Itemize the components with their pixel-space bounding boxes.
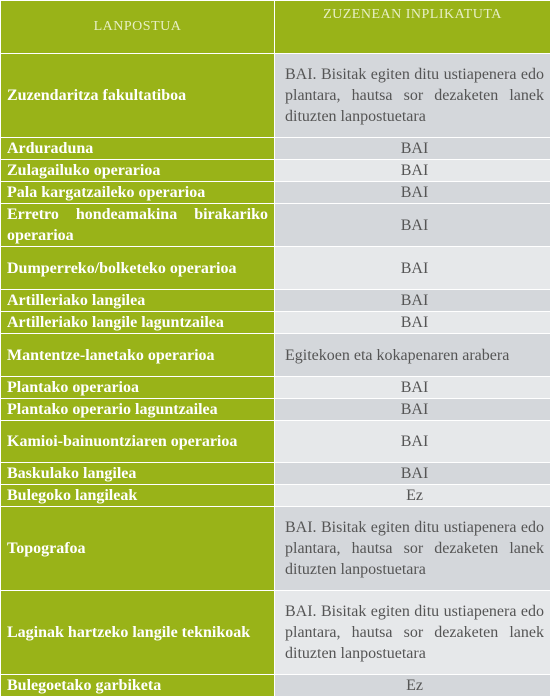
involvement-value: BAI xyxy=(275,182,550,204)
involvement-value: Ez xyxy=(275,675,550,697)
job-title: Laginak hartzeko langile teknikoak xyxy=(1,591,275,675)
job-title: Bulegoko langileak xyxy=(1,485,275,507)
job-title: Pala kargatzaileko operarioa xyxy=(1,182,275,204)
table-row xyxy=(1,138,550,160)
job-title: Plantako operarioa xyxy=(1,377,275,399)
job-title: Artilleriako langilea xyxy=(1,290,275,312)
table-row xyxy=(1,290,550,312)
job-title: Arduraduna xyxy=(1,138,275,160)
involvement-value: BAI xyxy=(275,290,550,312)
involvement-value: BAI xyxy=(275,138,550,160)
involvement-value: BAI xyxy=(275,247,550,290)
table-row xyxy=(1,377,550,399)
table-row xyxy=(1,312,550,334)
table-row xyxy=(1,247,550,290)
table-row xyxy=(1,399,550,421)
involvement-value: BAI. Bisitak egiten ditu ustiapenera edo plantara, hautsa sor dezaketen lanek dituzten lanpostuetara xyxy=(275,591,550,675)
involvement-value: BAI xyxy=(275,312,550,334)
job-title: Plantako operario laguntzailea xyxy=(1,399,275,421)
job-title: Kamioi-bainuontziaren operarioa xyxy=(1,421,275,463)
job-title: Erretro hondeamakina birakariko operarioa xyxy=(1,204,275,247)
job-title: Baskulako langilea xyxy=(1,463,275,485)
table-row xyxy=(1,463,550,485)
table-row xyxy=(1,675,550,697)
involvement-value: Egitekoen eta kokapenaren arabera xyxy=(275,334,550,377)
table-row xyxy=(1,485,550,507)
table-row xyxy=(1,591,550,675)
column-header-involved: ZUZENEAN INPLIKATUTA xyxy=(275,1,550,54)
job-title: Dumperreko/bolketeko operarioa xyxy=(1,247,275,290)
involvement-value: BAI xyxy=(275,421,550,463)
involvement-value: BAI xyxy=(275,204,550,247)
table-header-row xyxy=(1,1,550,54)
involvement-value: BAI. Bisitak egiten ditu ustiapenera edo plantara, hautsa sor dezaketen lanek dituzten lanpostuetara xyxy=(275,507,550,591)
table-row xyxy=(1,182,550,204)
table-row xyxy=(1,204,550,247)
involvement-value: BAI xyxy=(275,377,550,399)
job-title: Zuzendaritza fakultatiboa xyxy=(1,54,275,138)
column-header-job: LANPOSTUA xyxy=(1,1,275,54)
involvement-value: BAI. Bisitak egiten ditu ustiapenera edo plantara, hautsa sor dezaketen lanek dituzten lanpostuetara xyxy=(275,54,550,138)
job-title: Artilleriako langile laguntzailea xyxy=(1,312,275,334)
job-title: Mantentze-lanetako operarioa xyxy=(1,334,275,377)
table-row xyxy=(1,334,550,377)
involvement-value: BAI xyxy=(275,463,550,485)
table-row xyxy=(1,54,550,138)
involvement-value: BAI xyxy=(275,160,550,182)
job-title: Bulegoetako garbiketa xyxy=(1,675,275,697)
job-title: Topografoa xyxy=(1,507,275,591)
involvement-value: BAI xyxy=(275,399,550,421)
table-row xyxy=(1,507,550,591)
job-title: Zulagailuko operarioa xyxy=(1,160,275,182)
table-row xyxy=(1,421,550,463)
involvement-value: Ez xyxy=(275,485,550,507)
table-row xyxy=(1,160,550,182)
